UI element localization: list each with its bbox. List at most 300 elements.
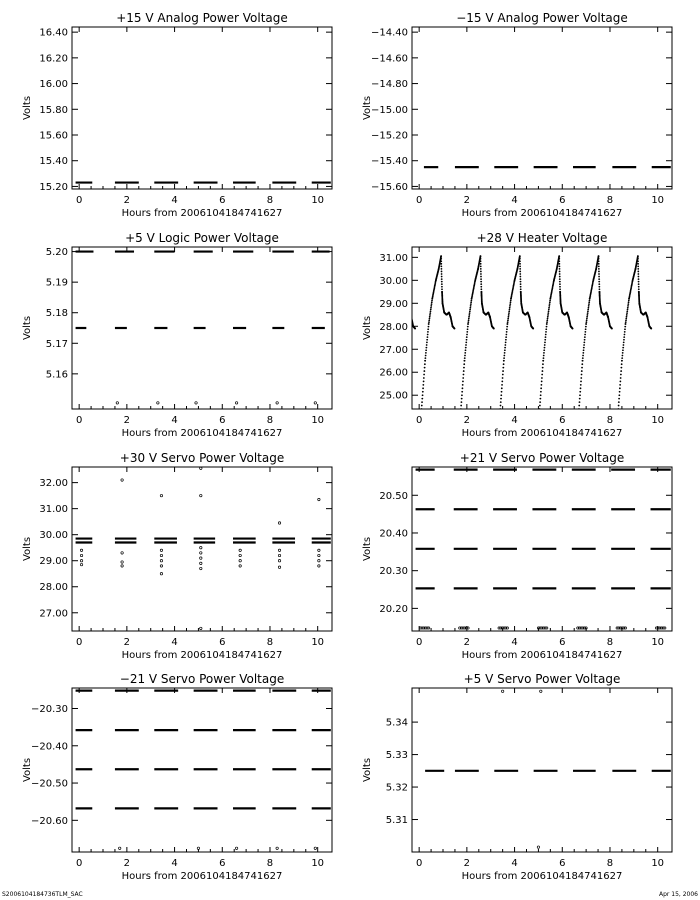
- y-tick-label: 20.50: [379, 490, 408, 502]
- data-point: [586, 318, 588, 320]
- data-point: [397, 273, 399, 275]
- footer-filename: S2006104184736TLM_SAC: [2, 891, 83, 898]
- y-tick-label: −14.60: [370, 53, 408, 65]
- data-point: [404, 310, 406, 312]
- data-point: [580, 381, 582, 383]
- data-point: [480, 263, 482, 265]
- data-point: [507, 321, 509, 323]
- data-point: [401, 271, 403, 273]
- data-layer: [425, 690, 671, 848]
- data-point: [467, 627, 469, 629]
- x-tick-label: 10: [651, 858, 665, 869]
- data-point: [425, 347, 427, 349]
- x-tick-label: 0: [75, 195, 83, 206]
- data-point: [598, 258, 600, 260]
- data-point: [620, 374, 622, 376]
- data-point: [200, 552, 202, 554]
- data-point: [200, 557, 202, 559]
- data-point: [390, 312, 392, 314]
- y-tick-label: 5.16: [45, 369, 68, 381]
- chart-panel: [362, 11, 672, 219]
- chart-title: +21 V Servo Power Voltage: [459, 451, 625, 465]
- data-point: [402, 296, 404, 298]
- data-point: [461, 394, 463, 396]
- x-axis-label: Hours from 2006104184741627: [121, 428, 283, 439]
- data-point: [588, 307, 590, 309]
- x-tick-label: 6: [219, 637, 226, 648]
- data-point: [598, 273, 600, 275]
- data-point: [422, 394, 424, 396]
- data-point: [619, 387, 621, 389]
- data-point: [623, 339, 625, 341]
- data-point: [545, 328, 547, 330]
- x-tick-label: 6: [559, 195, 566, 206]
- data-point: [549, 300, 551, 302]
- data-layer: [416, 470, 671, 629]
- x-tick-label: 8: [606, 858, 614, 869]
- data-point: [470, 303, 472, 305]
- data-point: [585, 326, 587, 328]
- data-point: [664, 627, 666, 629]
- data-point: [508, 314, 510, 316]
- data-point: [402, 293, 404, 295]
- data-point: [542, 370, 544, 372]
- data-point: [462, 377, 464, 379]
- data-point: [559, 286, 561, 288]
- x-tick-label: 4: [171, 195, 178, 206]
- data-point: [519, 268, 521, 270]
- data-point: [638, 286, 640, 288]
- data-point: [598, 263, 600, 265]
- data-point: [160, 494, 162, 496]
- x-tick-label: 8: [266, 637, 274, 648]
- data-point: [506, 627, 508, 629]
- x-tick-label: 4: [511, 195, 518, 206]
- data-point: [619, 381, 621, 383]
- data-point: [581, 374, 583, 376]
- data-point: [407, 313, 409, 315]
- chart-panel: [362, 451, 672, 661]
- footer-date: Apr 15, 2006: [658, 891, 698, 898]
- data-point: [441, 276, 443, 278]
- data-point: [160, 573, 162, 575]
- data-point: [389, 318, 391, 320]
- x-tick-label: 6: [559, 415, 566, 426]
- data-point: [239, 554, 241, 556]
- data-point: [504, 344, 506, 346]
- data-point: [441, 288, 443, 290]
- data-point: [623, 344, 625, 346]
- y-tick-label: 15.20: [39, 181, 68, 193]
- data-point: [385, 360, 387, 362]
- data-point: [543, 355, 545, 357]
- data-point: [546, 627, 548, 629]
- data-point: [409, 313, 411, 315]
- y-tick-label: 5.34: [385, 717, 408, 729]
- x-axis-label: Hours from 2006104184741627: [121, 650, 283, 661]
- data-point: [505, 334, 507, 336]
- x-tick-label: 4: [511, 637, 518, 648]
- data-point: [584, 339, 586, 341]
- data-point: [546, 323, 548, 325]
- data-point: [398, 268, 400, 270]
- data-point: [559, 283, 561, 285]
- data-point: [547, 312, 549, 314]
- data-point: [585, 328, 587, 330]
- data-point: [429, 316, 431, 318]
- data-point: [588, 301, 590, 303]
- data-point: [278, 549, 280, 551]
- data-point: [542, 367, 544, 369]
- data-point: [541, 377, 543, 379]
- data-point: [580, 387, 582, 389]
- data-point: [414, 328, 416, 330]
- data-point: [467, 328, 469, 330]
- y-tick-label: 5.31: [385, 815, 408, 827]
- y-tick-label: 5.20: [45, 247, 68, 259]
- data-point: [627, 305, 629, 307]
- data-point: [460, 408, 462, 410]
- data-point: [160, 565, 162, 567]
- data-point: [465, 349, 467, 351]
- data-point: [508, 312, 510, 314]
- x-tick-label: 10: [311, 195, 325, 206]
- x-tick-label: 4: [171, 415, 178, 426]
- data-point: [408, 312, 410, 314]
- data-point: [480, 260, 482, 262]
- data-point: [620, 377, 622, 379]
- y-tick-label: −14.40: [370, 27, 408, 39]
- data-point: [385, 363, 387, 365]
- data-point: [582, 360, 584, 362]
- data-point: [508, 310, 510, 312]
- x-tick-label: 0: [415, 858, 423, 869]
- data-point: [431, 300, 433, 302]
- data-point: [160, 560, 162, 562]
- x-tick-label: 4: [511, 858, 518, 869]
- data-point: [429, 312, 431, 314]
- data-point: [468, 316, 470, 318]
- data-point: [469, 309, 471, 311]
- x-axis-label: Hours from 2006104184741627: [461, 428, 623, 439]
- data-point: [510, 301, 512, 303]
- data-point: [579, 391, 581, 393]
- data-point: [402, 288, 404, 290]
- data-point: [544, 341, 546, 343]
- data-point: [406, 313, 408, 315]
- data-point: [618, 401, 620, 403]
- data-point: [545, 336, 547, 338]
- data-point: [480, 276, 482, 278]
- data-point: [385, 357, 387, 359]
- y-tick-label: 20.40: [379, 528, 408, 540]
- data-point: [583, 344, 585, 346]
- chart-title: −15 V Analog Power Voltage: [456, 11, 628, 25]
- data-point: [393, 295, 395, 297]
- data-point: [467, 321, 469, 323]
- data-point: [389, 316, 391, 318]
- data-point: [625, 319, 627, 321]
- data-point: [278, 554, 280, 556]
- data-point: [510, 300, 512, 302]
- chart-panel: [22, 451, 332, 661]
- data-point: [637, 255, 639, 257]
- data-point: [500, 394, 502, 396]
- data-point: [409, 312, 411, 314]
- data-point: [519, 271, 521, 273]
- y-tick-label: 27.00: [379, 344, 408, 356]
- y-tick-label: 5.33: [385, 750, 408, 762]
- data-point: [463, 363, 465, 365]
- data-point: [470, 301, 472, 303]
- data-point: [427, 328, 429, 330]
- data-point: [509, 303, 511, 305]
- data-point: [440, 258, 442, 260]
- data-point: [430, 307, 432, 309]
- data-point: [625, 323, 627, 325]
- data-point: [480, 286, 482, 288]
- data-point: [404, 312, 406, 314]
- data-point: [548, 307, 550, 309]
- data-point: [116, 402, 118, 404]
- y-tick-label: 15.80: [39, 104, 68, 116]
- y-axis-label: Volts: [22, 757, 33, 783]
- data-point: [618, 405, 620, 407]
- data-point: [430, 310, 432, 312]
- data-point: [480, 273, 482, 275]
- data-point: [504, 347, 506, 349]
- data-point: [611, 328, 613, 330]
- data-point: [404, 312, 406, 314]
- data-point: [501, 384, 503, 386]
- data-point: [598, 278, 600, 280]
- data-point: [466, 336, 468, 338]
- data-point: [584, 331, 586, 333]
- data-point: [440, 260, 442, 262]
- data-point: [589, 300, 591, 302]
- data-point: [399, 266, 401, 268]
- y-tick-label: 15.40: [39, 156, 68, 168]
- data-point: [598, 276, 600, 278]
- data-point: [638, 283, 640, 285]
- data-point: [541, 384, 543, 386]
- data-point: [621, 357, 623, 359]
- data-point: [559, 273, 561, 275]
- data-point: [628, 300, 630, 302]
- data-point: [637, 260, 639, 262]
- data-point: [425, 349, 427, 351]
- data-point: [428, 321, 430, 323]
- data-point: [424, 357, 426, 359]
- y-axis-label: Volts: [362, 95, 373, 121]
- data-point: [398, 270, 400, 272]
- data-point: [505, 336, 507, 338]
- y-tick-label: 20.30: [379, 566, 408, 578]
- data-point: [393, 294, 395, 296]
- data-point: [408, 312, 410, 314]
- data-point: [387, 336, 389, 338]
- chart-panel: [22, 672, 332, 882]
- data-point: [318, 549, 320, 551]
- data-point: [519, 265, 521, 267]
- y-tick-label: −20.60: [30, 815, 68, 827]
- data-point: [559, 268, 561, 270]
- data-point: [469, 312, 471, 314]
- data-point: [427, 336, 429, 338]
- data-point: [542, 363, 544, 365]
- data-point: [539, 398, 541, 400]
- data-point: [404, 312, 406, 314]
- data-point: [428, 326, 430, 328]
- data-point: [441, 273, 443, 275]
- data-point: [399, 267, 401, 269]
- x-tick-label: 10: [651, 637, 665, 648]
- data-point: [408, 312, 410, 314]
- data-point: [549, 301, 551, 303]
- data-point: [500, 401, 502, 403]
- data-point: [387, 341, 389, 343]
- data-point: [618, 398, 620, 400]
- data-point: [410, 314, 412, 316]
- x-tick-label: 6: [559, 637, 566, 648]
- y-tick-label: −15.20: [370, 130, 408, 142]
- data-point: [421, 408, 423, 410]
- data-point: [519, 255, 521, 257]
- data-point: [383, 387, 385, 389]
- data-point: [401, 268, 403, 270]
- data-point: [407, 313, 409, 315]
- y-axis-label: Volts: [362, 315, 373, 341]
- data-point: [544, 347, 546, 349]
- data-point: [454, 328, 456, 330]
- data-point: [509, 309, 511, 311]
- data-point: [587, 310, 589, 312]
- x-tick-label: 2: [463, 415, 471, 426]
- x-tick-label: 2: [463, 637, 471, 648]
- data-point: [200, 494, 202, 496]
- data-point: [402, 295, 404, 297]
- data-point: [584, 336, 586, 338]
- data-point: [578, 405, 580, 407]
- data-point: [440, 255, 442, 257]
- y-tick-label: 30.00: [39, 530, 68, 542]
- y-tick-label: 27.00: [39, 608, 68, 620]
- data-point: [278, 560, 280, 562]
- data-layer: [76, 252, 330, 405]
- data-point: [318, 565, 320, 567]
- data-point: [465, 347, 467, 349]
- data-point: [431, 303, 433, 305]
- data-point: [426, 339, 428, 341]
- data-point: [390, 314, 392, 316]
- x-axis-label: Hours from 2006104184741627: [461, 208, 623, 219]
- data-point: [409, 312, 411, 314]
- data-point: [624, 331, 626, 333]
- data-point: [422, 391, 424, 393]
- data-point: [620, 367, 622, 369]
- data-point: [235, 847, 237, 849]
- y-tick-label: 15.60: [39, 130, 68, 142]
- plot-frame: [72, 467, 332, 631]
- data-point: [422, 387, 424, 389]
- y-tick-label: 29.00: [379, 298, 408, 310]
- data-point: [393, 291, 395, 293]
- data-point: [466, 334, 468, 336]
- data-point: [464, 355, 466, 357]
- data-point: [424, 363, 426, 365]
- data-point: [431, 301, 433, 303]
- x-axis-label: Hours from 2006104184741627: [121, 871, 283, 882]
- x-tick-label: 0: [75, 415, 83, 426]
- data-point: [541, 374, 543, 376]
- data-point: [469, 310, 471, 312]
- data-point: [157, 402, 159, 404]
- data-point: [599, 288, 601, 290]
- y-axis-label: Volts: [362, 757, 373, 783]
- data-point: [399, 264, 401, 266]
- x-axis-label: Hours from 2006104184741627: [461, 650, 623, 661]
- y-tick-label: 16.40: [39, 27, 68, 39]
- data-point: [421, 401, 423, 403]
- data-point: [638, 288, 640, 290]
- data-point: [121, 561, 123, 563]
- data-point: [549, 303, 551, 305]
- data-point: [465, 344, 467, 346]
- data-point: [598, 255, 600, 257]
- data-point: [409, 314, 411, 316]
- data-point: [200, 627, 202, 629]
- data-point: [544, 344, 546, 346]
- y-tick-label: 31.00: [379, 252, 408, 264]
- data-point: [409, 312, 411, 314]
- y-tick-label: −15.60: [370, 181, 408, 193]
- data-point: [558, 263, 560, 265]
- data-point: [532, 328, 534, 330]
- data-point: [441, 268, 443, 270]
- data-point: [467, 323, 469, 325]
- data-point: [598, 271, 600, 273]
- y-tick-label: 25.00: [379, 390, 408, 402]
- data-point: [466, 331, 468, 333]
- data-point: [408, 313, 410, 315]
- data-point: [462, 387, 464, 389]
- data-point: [506, 326, 508, 328]
- data-point: [440, 265, 442, 267]
- data-point: [627, 309, 629, 311]
- x-tick-label: 6: [219, 195, 226, 206]
- data-point: [80, 560, 82, 562]
- data-point: [480, 255, 482, 257]
- data-point: [466, 339, 468, 341]
- data-point: [581, 367, 583, 369]
- data-point: [519, 263, 521, 265]
- data-point: [638, 276, 640, 278]
- data-point: [503, 360, 505, 362]
- data-point: [470, 305, 472, 307]
- chart-title: +15 V Analog Power Voltage: [116, 11, 288, 25]
- data-point: [409, 313, 411, 315]
- y-tick-label: 16.00: [39, 79, 68, 91]
- data-point: [507, 319, 509, 321]
- data-point: [398, 268, 400, 270]
- data-point: [405, 313, 407, 315]
- data-point: [318, 498, 320, 500]
- data-point: [402, 291, 404, 293]
- data-point: [502, 377, 504, 379]
- y-tick-label: 5.19: [45, 277, 68, 289]
- data-point: [480, 288, 482, 290]
- data-point: [579, 401, 581, 403]
